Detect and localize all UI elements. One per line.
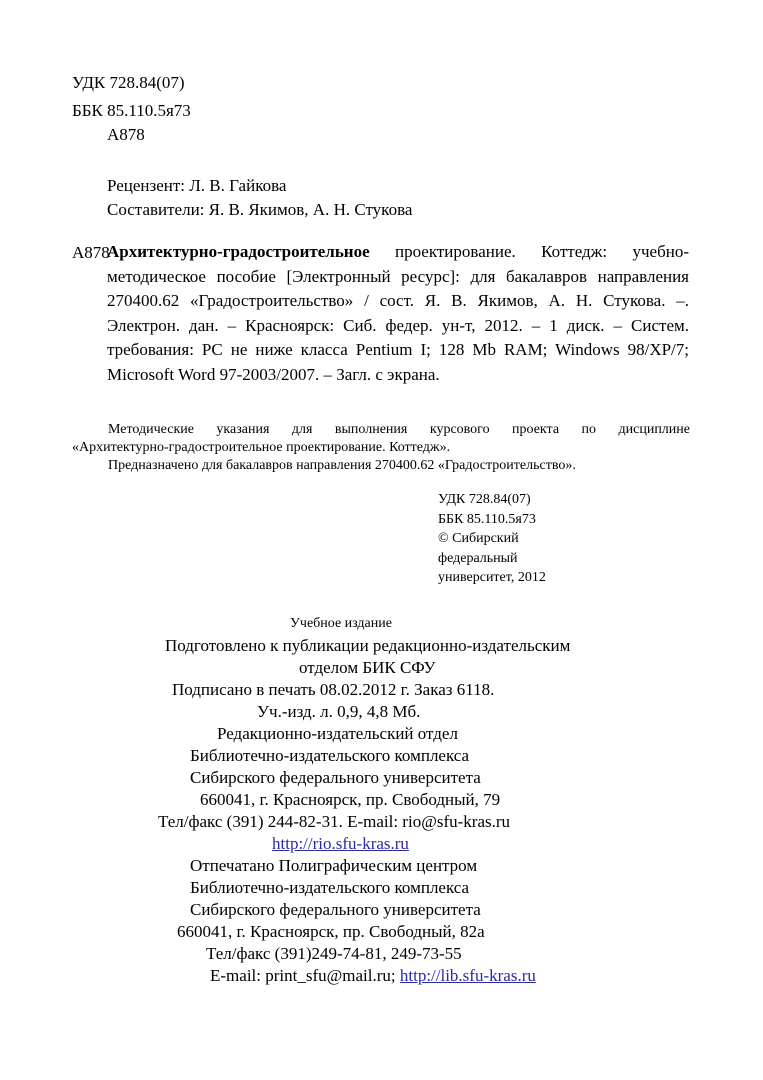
- edition-type: Учебное издание: [290, 616, 392, 631]
- signed-for-print: Подписано в печать 08.02.2012 г. Заказ 6118.: [172, 680, 495, 699]
- copyright-bbk: ББК 85.110.5я73: [438, 511, 536, 527]
- entry-title: Архитектурно-градостроительное: [107, 242, 370, 261]
- library-complex-2: Библиотечно-издательского комплекса: [190, 878, 470, 897]
- publisher-website-link[interactable]: [272, 832, 409, 856]
- printer-phone: Тел/факс (391)249-74-81, 249-73-55: [206, 944, 462, 963]
- university-name-2: Сибирского федерального университета: [190, 900, 481, 919]
- reviewer: Рецензент: Л. В. Гайкова: [107, 176, 287, 195]
- library-website[interactable]: http://lib.sfu-kras.ru: [399, 966, 536, 985]
- printer-email: E-mail: print_sfu@mail.ru;: [210, 966, 400, 985]
- printed-by: Отпечатано Полиграфическим центром: [190, 856, 478, 875]
- prepared-line-2: отделом БИК СФУ: [299, 658, 436, 677]
- annotation: [72, 421, 690, 475]
- copyright-line-1: © Сибирский: [438, 531, 519, 547]
- annotation-line-2: «Архитектурно-градостроительное проектирование. Коттедж».: [72, 440, 451, 455]
- bibliographic-entry: [107, 240, 689, 387]
- copyright-block: [438, 490, 598, 588]
- publisher-phone-email: Тел/факс (391) 244-82-31. E-mail: rio@sfu-kras.ru: [158, 812, 511, 831]
- udk-code: УДК 728.84(07): [72, 73, 185, 92]
- entry-text: проектирование. Коттедж: учебно-методическое пособие [Электронный ресурс]: для бакалавров направления 270400.62 «Градостроительство» / сост. Я. В. Якимов, А. Н. Стукова. –. Электрон. дан. – Красноярск: Сиб. федер. ун-т, 2012. – 1 диск. – Систем. требования: PC не ниже класса Pentium I; 128 Mb RAM; Windows 98/XP/7; Microsoft Word 97-2003/2007. – Загл. с экрана.: [107, 242, 689, 384]
- prepared-line-1: Подготовлено к публикации редакционно-издательским: [165, 636, 571, 655]
- annotation-line-1: Методические указания для выполнения курсового проекта по дисциплине: [108, 422, 690, 437]
- copyright-line-2: федеральный: [438, 550, 518, 566]
- university-name: Сибирского федерального университета: [190, 768, 481, 787]
- publisher-website[interactable]: http://rio.sfu-kras.ru: [272, 834, 409, 853]
- compilers: Составители: Я. В. Якимов, А. Н. Стукова: [107, 200, 413, 219]
- copyright-line-3: университет, 2012: [438, 570, 546, 586]
- publication-volume: Уч.-изд. л. 0,9, 4,8 Мб.: [257, 702, 421, 721]
- annotation-line-3: Предназначено для бакалавров направления 270400.62 «Градостроительство».: [108, 458, 576, 473]
- author-mark: А878: [107, 125, 145, 144]
- printer-address: 660041, г. Красноярск, пр. Свободный, 82а: [177, 922, 485, 941]
- bbk-code: ББК 85.110.5я73: [72, 101, 191, 120]
- entry-label: А878: [72, 243, 110, 262]
- library-complex: Библиотечно-издательского комплекса: [190, 746, 470, 765]
- printer-email-line: [210, 964, 536, 988]
- publishing-department: Редакционно-издательский отдел: [217, 724, 458, 743]
- publisher-address: 660041, г. Красноярск, пр. Свободный, 79: [200, 790, 501, 809]
- copyright-udk: УДК 728.84(07): [438, 492, 531, 507]
